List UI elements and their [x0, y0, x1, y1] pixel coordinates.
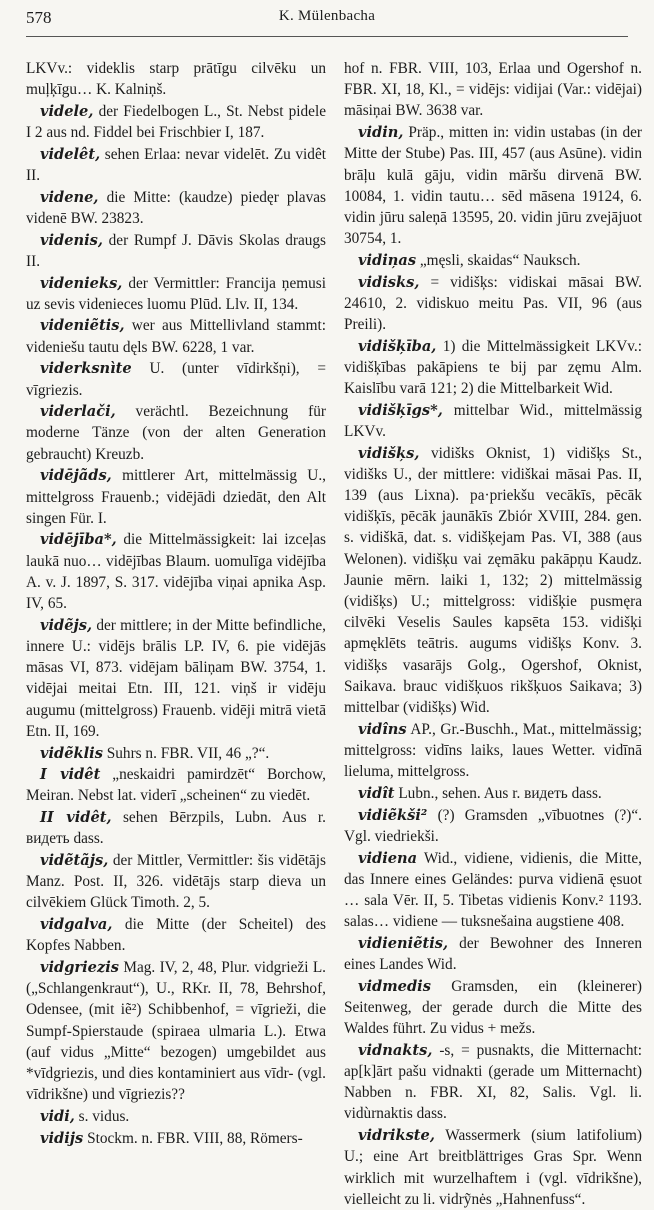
entry-headword: videle, [40, 102, 94, 120]
entry-text: der Vermittler: Francija ņemusi uz sevis videnieces luomu Plūd. Llv. II, 134. [26, 274, 326, 313]
dictionary-entry [26, 101, 326, 143]
entry-text: wer aus Mittellivland stammt: videniešu tautu dęls BW. 6228, 1 var. [26, 317, 326, 356]
entry-headword: vidijs [40, 1129, 84, 1147]
entry-headword: videlêt, [40, 145, 101, 163]
entry-text: mittlerer Art, mittelmässig U., mittelgross Frauenb.; vidējādi dziedāt, den Alt singen Für. I. [26, 467, 326, 527]
entry-headword: vidiņas [358, 251, 417, 269]
dictionary-entry [344, 400, 642, 442]
entry-headword: viderlači, [40, 403, 116, 421]
entry-text: die Mitte (der Scheitel) des Kopfes Nabben. [26, 916, 326, 955]
entry-text: vidišks Oknist, 1) vidišķs St., vidišks U., der mittlere: vidiškai māsai Pas. II, 139 (aus Lixna). pa·priekšu vecākīs, pēcāk vidišķīs, pēcāk jaunākīs Zbiór XVIII, 284. gen. s. vidiškā, dat. s. vidišķejam Pas. VI, 388 (aus Welonen). vidišķu vai zęmāku pakāpņu Kaudz. Jaunie mērn. laiki 1, 132; 2) mittelmässig (vidišķs) U.; mittelgross: vidišķie pusmęra cilvēki Veselis Saules kapsēta 153. vidišķi apmęklēts teātris. augums vidišķs Konv. 3. vidišķs vasarājs Golg., Ogershof, Oknist, Saikava. brauc vidišķuos rikšķuos Saikava; 3) mittelbar (vidišķs) Wid. [344, 444, 642, 717]
entry-text: AP., Gr.-Buschh., Mat., mittelmässig; mittelgross: vidīns laiks, laues Wetter. vidīnā lieluma, mittelgross. [344, 720, 642, 781]
entry-text: -s, = pusnakts, die Mitternacht: ap[k]ārt pašu vidnakti (gerade um Mitternacht) Nabben n. FBR. XI, 82, Salis. Vgl. li. vidùrnaktis dass. [344, 1041, 642, 1123]
entry-headword: vidẽjs, [40, 616, 93, 634]
entry-headword: vidiẽkši² [358, 806, 428, 824]
dictionary-entry [344, 336, 642, 400]
entry-headword: vidiena [358, 849, 418, 867]
entry-text: 1) die Mittelmässigkeit LKVv.: vidišķības pakāpiens te bij par zęmu Alm. Kaislību varā 121; 2) die Mittelbarkeit Wid. [344, 337, 642, 398]
entry-text: s. vidus. [74, 1107, 130, 1125]
entry-text: = vidišķs: vidiskai māsai BW. 24610, 2. vidiskuo meitu Pas. VII, 96 (aus Preili). [344, 273, 642, 333]
dictionary-entry [26, 807, 326, 849]
right-column [344, 58, 642, 1208]
dictionary-entry [344, 805, 642, 847]
entry-text: die Mittelmässigkeit: lai izceļas laukā nuo… vidējības Blaum. uomulīga vidējība A. v. J. 1897, S. 317. vidējība viņai apnika Asp. IV, 65. [26, 531, 326, 613]
entry-headword: vidin, [358, 124, 404, 142]
entry-headword: vidrikste, [358, 1127, 435, 1145]
entry-text: verächtl. Bezeichnung für moderne Tänze (von der alten Generation gebraucht) Kreuzb. [26, 403, 326, 463]
dictionary-entry [26, 230, 326, 272]
dictionary-entry [26, 401, 326, 465]
entry-headword: vidnakts, [358, 1041, 433, 1059]
entry-text: der Rumpf J. Dāvis Skolas draugs II. [26, 231, 326, 270]
entry-headword: viderksnìte [40, 360, 132, 378]
dictionary-entry [344, 272, 642, 336]
left-column [26, 58, 326, 1147]
page-number: 578 [26, 8, 52, 27]
entry-headword: I vidêt [40, 766, 101, 784]
entry-text: (?) Gramsden „vībuotnes (?)“. Vgl. viedriekši. [344, 806, 642, 845]
entry-headword: videnis, [40, 231, 103, 249]
dictionary-entry [26, 358, 326, 400]
entry-text: Wassermerk (sium latifolium) U.; eine Art breitblättriges Gras Spr. Wenn wirklich mit wurzelhaftem i (vgl. vīdrikšne), vielleicht zu li. vidrỹnės „Hahnenfuss“. [344, 1127, 642, 1208]
entry-headword: vidît [358, 784, 395, 802]
dictionary-entry [344, 1040, 642, 1125]
entry-headword: vidẽtãjs, [40, 852, 109, 870]
dictionary-entry [344, 783, 642, 804]
entry-headword: vidišķīgs*, [358, 401, 443, 419]
dictionary-entry [26, 58, 326, 100]
dictionary-entry [26, 465, 326, 529]
dictionary-entry [344, 1125, 642, 1210]
entry-text: der Bewohner des Inneren eines Landes Wid. [344, 934, 642, 974]
dictionary-entry [344, 58, 642, 122]
dictionary-entry [344, 848, 642, 933]
dictionary-entry [26, 273, 326, 315]
entry-headword: vidmedis [358, 977, 431, 995]
entry-text: LKVv.: videklis starp prātīgu cilvēku un muļķīgu… K. Kalniņš. [26, 60, 326, 99]
dictionary-entry [26, 187, 326, 229]
entry-headword: vidgalva, [40, 916, 113, 934]
entry-text: sehen Erlaa: nevar videlēt. Zu vidêt II. [26, 145, 326, 185]
page-header [26, 8, 628, 36]
entry-text: Wid., vidiene, vidienis, die Mitte, das Innere eines Geländes: purva vidienā ęsuot … sala Vēr. II, 5. Tibetas vidienis Konv.² 1193. salas… vidiene — tuksnešaina augstiene 408. [344, 849, 642, 931]
entry-headword: vidi, [40, 1107, 75, 1125]
entry-text: der mittlere; in der Mitte befindliche, innere U.: vidējs brālis LP. IV, 6. pie vidējās māsas VI, 873. vidējam bāliņam BW. 3754, 1. vidējai meitai Etn. III, 121. viņš ir vidēju augumu (mittelgross) Frauenb. vidēji mitrā vietā Etn. II, 169. [26, 616, 326, 740]
entry-headword: vidējība*, [40, 531, 117, 549]
entry-text: hof n. FBR. VIII, 103, Erlaa und Ogershof n. FBR. XI, 18, Kl., = vidējs: vidijai (Var.: vidējai) māsiņai BW. 3638 var. [344, 60, 642, 120]
entry-headword: vidišķs, [358, 444, 420, 462]
dictionary-entry [26, 1106, 326, 1127]
dictionary-entry [26, 1128, 326, 1149]
entry-text: Gramsden, ein (kleinerer) Seitenweg, der gerade durch die Mitte des Waldes führt. Zu vidus + mežs. [344, 977, 642, 1038]
dictionary-entry [26, 850, 326, 914]
entry-headword: videne, [40, 188, 99, 206]
entry-headword: vidējãds, [40, 467, 112, 485]
dictionary-entry [344, 443, 642, 719]
entry-text: Lubn., sehen. Aus r. видеть dass. [394, 784, 602, 802]
entry-text: „neskaidri pamirdzēt“ Borchow, Meiran. Nebst lat. viderī „scheinen“ zu viedēt. [26, 766, 326, 805]
running-title: K. Mülenbacha [278, 8, 376, 24]
entry-headword: vidieniẽtis, [358, 934, 449, 952]
dictionary-entry [26, 764, 326, 806]
entry-headword: II vidêt, [40, 809, 112, 827]
entry-text: Stockm. n. FBR. VIII, 88, Römers- [83, 1129, 303, 1147]
entry-headword: vidgriezis [40, 959, 119, 977]
dictionary-entry [26, 957, 326, 1105]
entry-text: der Fiedelbogen L., St. Nebst pidele I 2 aus nd. Fiddel bei Frischbier I, 187. [26, 102, 326, 142]
dictionary-entry [26, 315, 326, 357]
dictionary-entry [344, 719, 642, 783]
dictionary-entry [344, 976, 642, 1040]
dictionary-entry [26, 743, 326, 764]
entry-headword: vidišķība, [358, 337, 437, 355]
entry-text: sehen Bērzpils, Lubn. Aus r. видеть dass. [26, 809, 326, 848]
header-rule [26, 36, 628, 37]
dictionary-entry [26, 144, 326, 186]
dictionary-entry [26, 615, 326, 742]
entry-headword: vidisks, [358, 273, 420, 291]
entry-text: „męsli, skaidas“ Nauksch. [416, 251, 581, 269]
entry-headword: vidẽklis [40, 744, 103, 762]
dictionary-entry [26, 914, 326, 956]
entry-text: Präp., mitten in: vidin ustabas (in der Mitte der Stube) Pas. III, 457 (aus Asūne). vidin brāļu kulā gāju, vidin māršu dirvenā BW. 10084, 1. vidin tautu… sēd māsena 19124, 6. vidin jūru saleņā 13595, 20. vidin jūru zvejājuot 30754, 1. [344, 124, 642, 248]
dictionary-entry [26, 529, 326, 614]
dictionary-entry [344, 250, 642, 271]
entry-text: Suhrs n. FBR. VII, 46 „?“. [102, 744, 270, 762]
entry-headword: vidîns [358, 720, 407, 738]
entry-text: mittelbar Wid., mittelmässig LKVv. [344, 401, 642, 440]
entry-text: der Mittler, Vermittler: šis vidētājs Manz. Post. II, 326. vidētājs starp dieva un cilvēkiem Glück Timoth. 2, 5. [26, 852, 326, 912]
dictionary-entry [344, 933, 642, 975]
entry-headword: videniẽtis, [40, 317, 125, 335]
dictionary-entry [344, 122, 642, 249]
entry-text: Mag. IV, 2, 48, Plur. vidgrieži L. („Schlangenkraut“), U., RKr. II, 78, Behrshof, Odensee, (mit iẽ²) Schibbenhof, = vīgrieži, die Sumpf-Spierstaude (spiraea ulmaria L.). Etwa (auf vidus „Mitte“ bezogen) umgebildet aus *vīdgriezis, und dies kontaminiert aus vīdr- (vgl. vīdrikšne) und vīgriezis?? [26, 959, 326, 1104]
entry-text: U. (unter vīdirkšņi), = vīgriezis. [26, 360, 326, 399]
entry-headword: videnieks, [40, 274, 123, 292]
entry-text: die Mitte: (kaudze) piedęr plavas videnē BW. 23823. [26, 188, 326, 227]
